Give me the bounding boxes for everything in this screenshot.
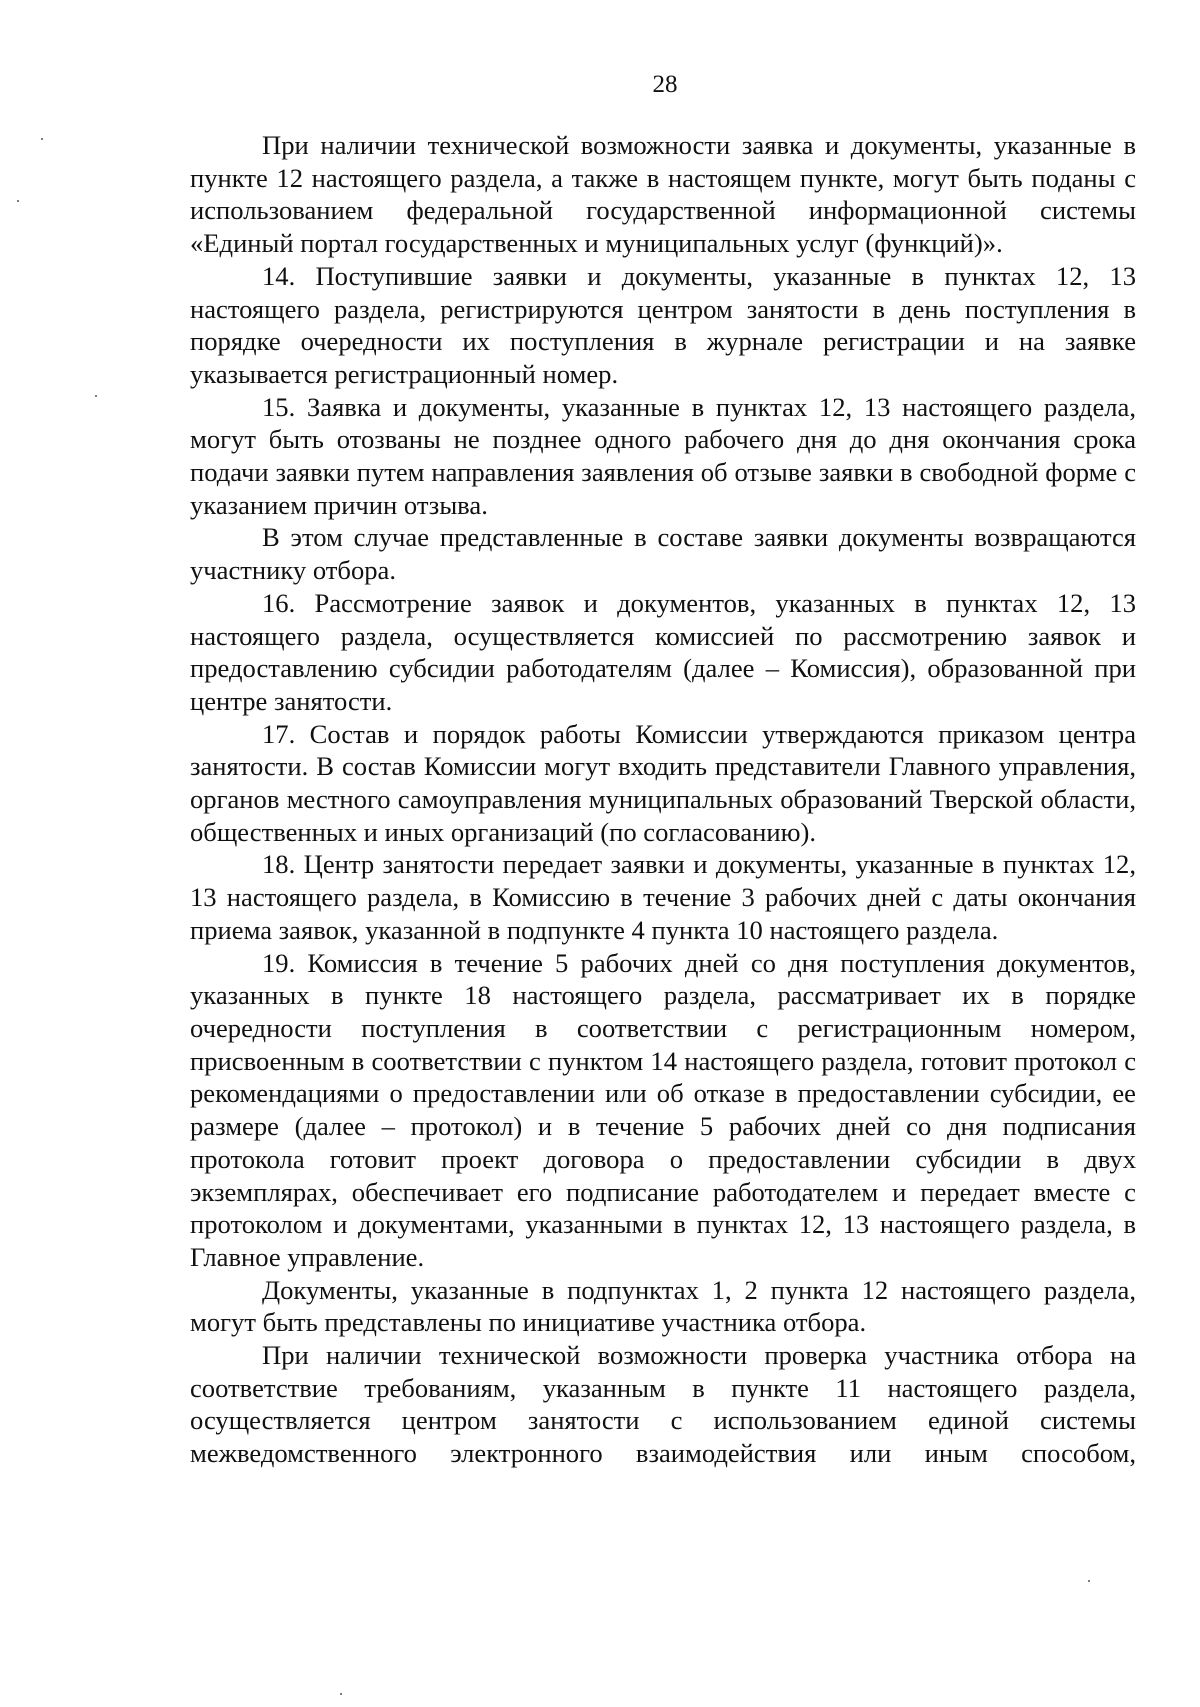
paragraph: 15. Заявка и документы, указанные в пунктах 12, 13 настоящего раздела, могут быть отозваны не позднее одного рабочего дня до дня окончания срока подачи заявки путем направления заявления об отзыве заявки в свободной форме с указанием причин отзыва. (190, 391, 1136, 520)
paragraph: В этом случае представленные в составе заявки документы возвращаются участнику отбора. (190, 522, 1136, 586)
page-number: 28 (652, 71, 678, 98)
paragraph: 16. Рассмотрение заявок и документов, указанных в пунктах 12, 13 настоящего раздела, осуществляется комиссией по рассмотрению заявок и предоставлению субсидии работодателям (далее – Комиссия), образованной при центре занятости. (190, 587, 1136, 716)
document-body (190, 129, 1136, 1470)
scan-speck (41, 138, 43, 140)
paragraph: 14. Поступившие заявки и документы, указанные в пунктах 12, 13 настоящего раздела, регистрируются центром занятости в день поступления в порядке очередности их поступления в журнале регистрации и на заявке указывается регистрационный номер. (190, 260, 1136, 389)
scan-speck (95, 395, 97, 397)
scan-speck (17, 200, 19, 202)
paragraph: 18. Центр занятости передает заявки и документы, указанные в пунктах 12, 13 настоящего раздела, в Комиссию в течение 3 рабочих дней с даты окончания приема заявок, указанной в подпункте 4 пункта 10 настоящего раздела. (190, 849, 1136, 945)
scan-speck (1088, 1580, 1090, 1582)
paragraph: При наличии технической возможности проверка участника отбора на соответствие требованиям, указанным в пункте 11 настоящего раздела, осуществляется центром занятости с использованием единой системы межведомственного электронного взаимодействия или иным способом, (190, 1340, 1136, 1469)
paragraph: При наличии технической возможности заявка и документы, указанные в пункте 12 настоящего раздела, а также в настоящем пункте, могут быть поданы с использованием федеральной государственной информационной системы «Единый портал государственных и муниципальных услуг (функций)». (190, 130, 1136, 259)
scan-speck (340, 1693, 342, 1695)
paragraph: 17. Состав и порядок работы Комиссии утверждаются приказом центра занятости. В состав Комиссии могут входить представители Главного управления, органов местного самоуправления муниципальных образований Тверской области, общественных и иных организаций (по согласованию). (190, 718, 1136, 847)
paragraph: Документы, указанные в подпунктах 1, 2 пункта 12 настоящего раздела, могут быть представлены по инициативе участника отбора. (190, 1274, 1136, 1338)
paragraph: 19. Комиссия в течение 5 рабочих дней со дня поступления документов, указанных в пункте 18 настоящего раздела, рассматривает их в порядке очередности поступления в соответствии с регистрационным номером, присвоенным в соответствии с пунктом 14 настоящего раздела, готовит протокол с рекомендациями о предоставлении или об отказе в предоставлении субсидии, ее размере (далее – протокол) и в течение 5 рабочих дней со дня подписания протокола готовит проект договора о предоставлении субсидии в двух экземплярах, обеспечивает его подписание работодателем и передает вместе с протоколом и документами, указанными в пунктах 12, 13 настоящего раздела, в Главное управление. (190, 947, 1136, 1272)
